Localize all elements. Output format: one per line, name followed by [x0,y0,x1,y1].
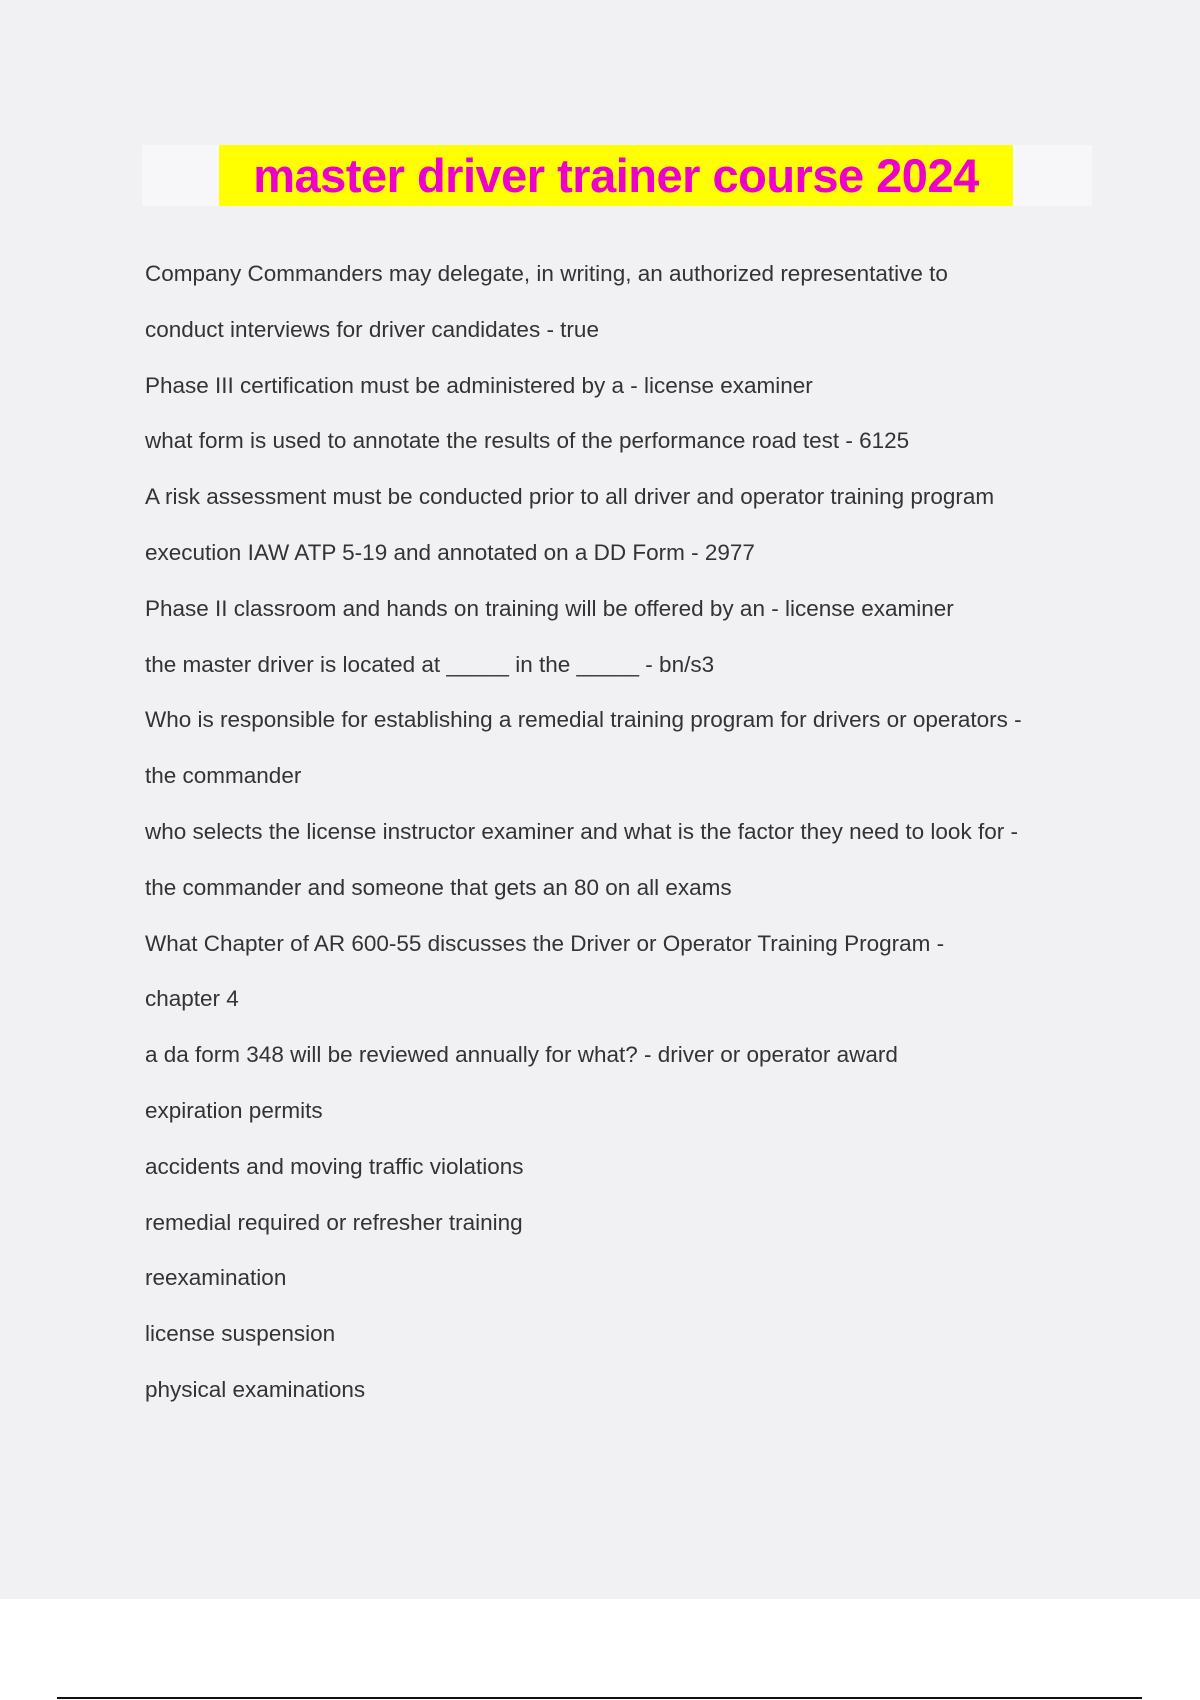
text-line: what form is used to annotate the results of the performance road test - 6125 [145,428,910,454]
text-line: license suspension [145,1321,336,1347]
text-line: Phase III certification must be administered by a - license examiner [145,372,813,398]
text-line: accidents and moving traffic violations [145,1153,524,1179]
text-line: Who is responsible for establishing a remedial training program for drivers or operators - [145,707,1022,733]
text-line: Company Commanders may delegate, in writing, an authorized representative to [145,261,948,286]
text-line: What Chapter of AR 600-55 discusses the Driver or Operator Training Program - [145,930,945,956]
text-line: expiration permits [145,1097,323,1123]
text-line: execution IAW ATP 5-19 and annotated on a DD Form - 2977 [145,539,755,565]
text-line: who selects the license instructor examiner and what is the factor they need to look for - [145,818,1018,844]
text-line: physical examinations [145,1376,366,1402]
text-line: Phase II classroom and hands on training will be offered by an - license examiner [145,595,954,621]
text-line: a da form 348 will be reviewed annually for what? - driver or operator award [145,1042,898,1068]
footer-rule [57,1697,1142,1699]
text-line: remedial required or refresher training [145,1209,523,1235]
text-line: conduct interviews for driver candidates - true [145,316,599,342]
question-answer-list [145,246,1095,1418]
text-line: the commander and someone that gets an 80 on all exams [145,874,732,900]
text-line: the commander [145,763,302,789]
document-title: master driver trainer course 2024 [219,145,1013,206]
text-line: A risk assessment must be conducted prior to all driver and operator training program [145,484,995,510]
text-line: the master driver is located at _____ in the _____ - bn/s3 [145,651,715,677]
text-line: reexamination [145,1265,287,1291]
text-line: chapter 4 [145,986,239,1012]
